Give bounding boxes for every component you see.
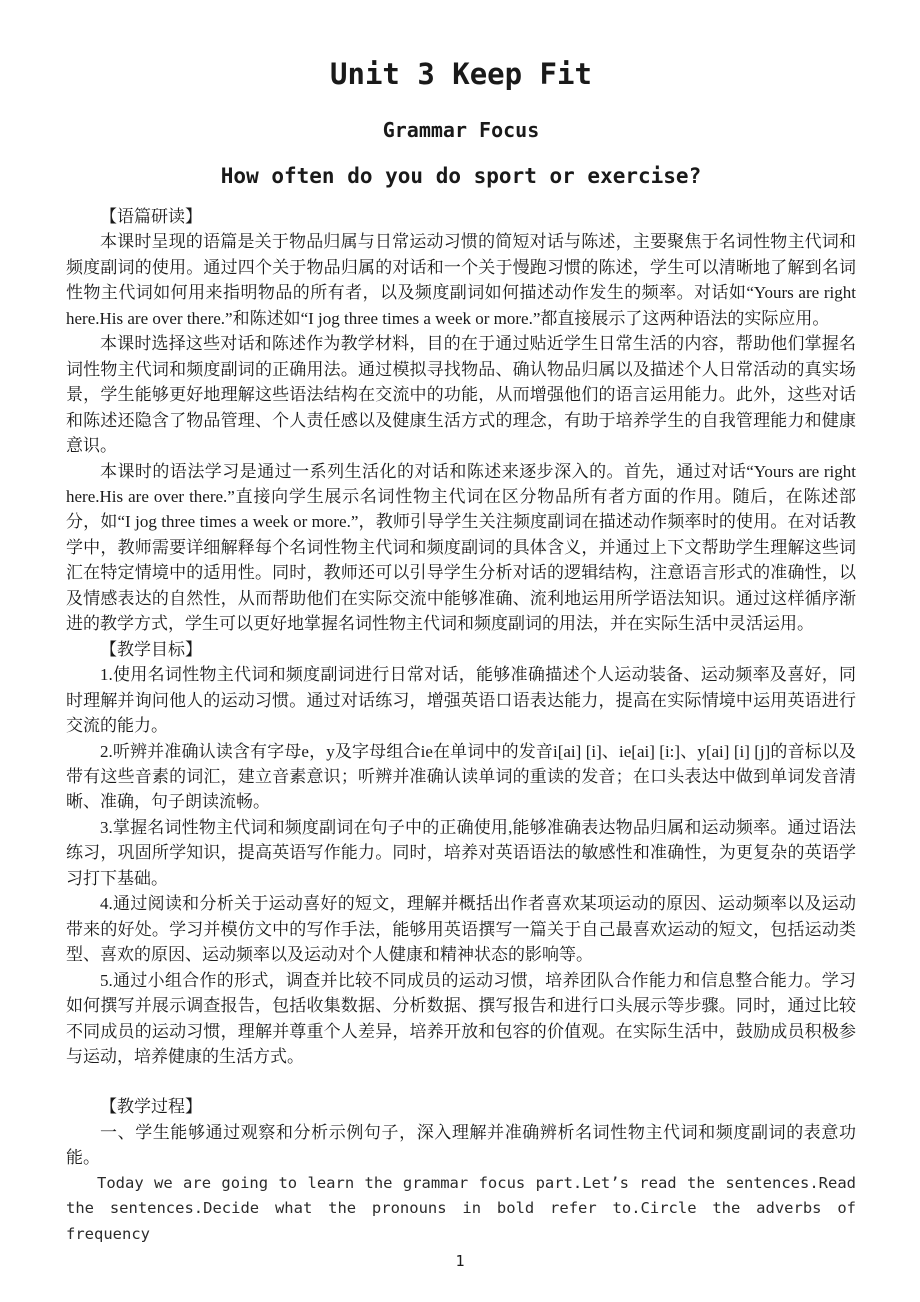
objective-item: 1.使用名词性物主代词和频度副词进行日常对话，能够准确描述个人运动装备、运动频率及喜好，同时理解并询问他人的运动习惯。通过对话练习，增强英语口语表达能力，提高在实际情境中运用英语进行交流的能力。 bbox=[66, 665, 856, 736]
section-teaching-process bbox=[66, 1094, 856, 1247]
section-heading-teaching-process: 【教学过程】 bbox=[100, 1097, 202, 1117]
paragraph: 一、学生能够通过观察和分析示例句子，深入理解并准确辨析名词性物主代词和频度副词的表意功能。 bbox=[66, 1122, 856, 1168]
section-teaching-objectives bbox=[66, 637, 856, 1070]
doc-subheading: How often do you do sport or exercise? bbox=[220, 164, 702, 188]
objective-item: 5.通过小组合作的形式，调查并比较不同成员的运动习惯，培养团队合作能力和信息整合能力。学习如何撰写并展示调查报告，包括收集数据、分析数据、撰写报告和进行口头展示等步骤。同时，通过比较不同成员的运动习惯，理解并尊重个人差异，培养开放和包容的价值观。在实际生活中，鼓励成员积极参与运动，培养健康的生活方式。 bbox=[66, 970, 856, 1066]
doc-subtitle: Grammar Focus bbox=[382, 118, 540, 142]
section-discourse-study bbox=[66, 204, 856, 637]
objective-item: 2.听辨并准确认读含有字母e，y及字母组合ie在单词中的发音i[ai] [i]、ie[ai] [i:]、y[ai] [i] [j]的音标以及带有这些音素的词汇，建立音素意识；听辨并准确认读单词的重读的发音；在口头表达中做到单词发音清晰、准确，句子朗读流畅。 bbox=[66, 741, 856, 812]
objective-item: 3.掌握名词性物主代词和频度副词在句子中的正确使用,能够准确表达物品归属和运动频率。通过语法练习，巩固所学知识，提高英语写作能力。同时，培养对英语语法的敏感性和准确性，为更复杂的英语学习打下基础。 bbox=[66, 817, 856, 888]
paragraph: 本课时选择这些对话和陈述作为教学材料，目的在于通过贴近学生日常生活的内容，帮助他们掌握名词性物主代词和频度副词的正确用法。通过模拟寻找物品、确认物品归属以及描述个人日常活动的真实场景，学生能够更好地理解这些语法结构在交流中的功能，从而增强他们的语言运用能力。此外，这些对话和陈述还隐含了物品管理、个人责任感以及健康生活方式的理念，有助于培养学生的自我管理能力和健康意识。 bbox=[66, 334, 856, 456]
doc-title: Unit 3 Keep Fit bbox=[330, 57, 592, 91]
section-heading-teaching-objectives: 【教学目标】 bbox=[100, 639, 202, 659]
objective-item: 4.通过阅读和分析关于运动喜好的短文，理解并概括出作者喜欢某项运动的原因、运动频率以及运动带来的好处。学习并模仿文中的写作手法，能够用英语撰写一篇关于自己最喜欢运动的短文，包括运动类型、喜欢的原因、运动频率以及运动对个人健康和精神状态的影响等。 bbox=[66, 894, 856, 965]
page-number: 1 bbox=[455, 1252, 465, 1270]
paragraph: 本课时的语法学习是通过一系列生活化的对话和陈述来逐步深入的。首先，通过对话“Yours are right here.His are over there.”直接向学生展示名词性物主代词在区分物品所有者方面的作用。随后，在陈述部分，如“I jog three times a week or more.”，教师引导学生关注频度副词在描述动作频率时的使用。在对话教学中，教师需要详细解释每个名词性物主代词和频度副词的具体含义，并通过上下文帮助学生理解这些词汇在特定情境中的适用性。同时，教师还可以引导学生分析对话的逻辑结构，注意语言形式的准确性，以及情感表达的自然性，从而帮助他们在实际交流中能够准确、流利地运用所学语法知识。通过这样循序渐进的教学方式，学生可以更好地掌握名词性物主代词和频度副词的用法，并在实际生活中灵活运用。 bbox=[66, 461, 856, 634]
paragraph-english: Today we are going to learn the grammar focus part.Let’s read the sentences.Read the sentences.Decide what the pronouns in bold refer to.Circle the adverbs of frequency bbox=[66, 1173, 856, 1243]
doc-body bbox=[66, 204, 856, 1247]
paragraph: 本课时呈现的语篇是关于物品归属与日常运动习惯的简短对话与陈述，主要聚焦于名词性物主代词和频度副词的使用。通过四个关于物品归属的对话和一个关于慢跑习惯的陈述，学生可以清晰地了解到名词性物主代词如何用来指明物品的所有者，以及频度副词如何描述动作发生的频率。对话如“Yours are right here.His are over there.”和陈述如“I jog three times a week or more.”都直接展示了这两种语法的实际应用。 bbox=[66, 232, 856, 328]
section-heading-discourse-study: 【语篇研读】 bbox=[100, 207, 202, 226]
